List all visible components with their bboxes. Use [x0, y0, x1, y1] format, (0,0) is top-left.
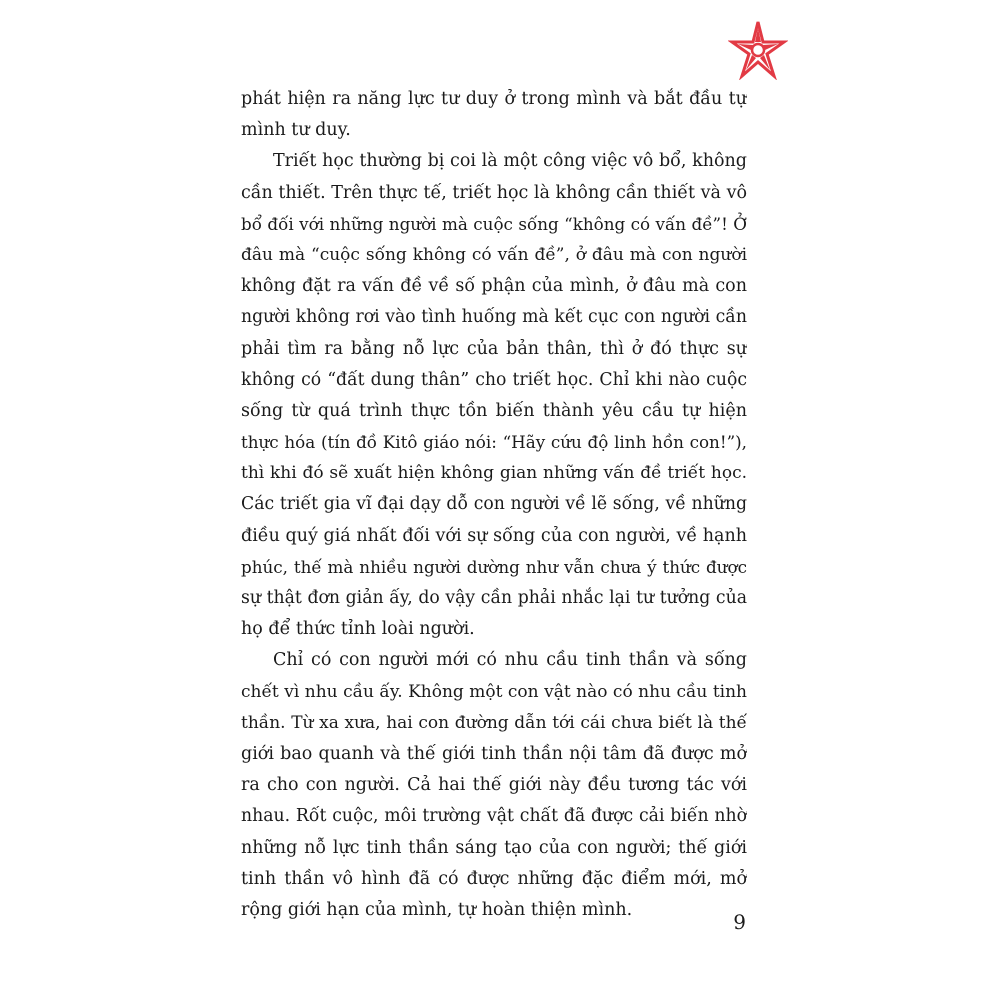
text-line: rộng giới hạn của mình, tự hoàn thiện mình.: [241, 899, 633, 920]
text-line: sống từ quá trình thực tồn biến thành yêu cầu tự hiện: [241, 400, 747, 421]
text-line: Chỉ có con người mới có nhu cầu tinh thần và sống: [273, 650, 747, 671]
text-line: tinh thần vô hình đã có được những đặc điểm mới, mở: [241, 868, 747, 889]
body-text: [241, 84, 747, 926]
text-line: không đặt ra vấn đề về số phận của mình, ở đâu mà con: [241, 276, 747, 297]
text-line: Các triết gia vĩ đại dạy dỗ con người về lẽ sống, về những: [241, 494, 747, 515]
text-line: nhau. Rốt cuộc, môi trường vật chất đã được cải biến nhờ: [241, 806, 747, 827]
text-line: bổ đối với những người mà cuộc sống “không có vấn đề”! Ở: [241, 213, 747, 234]
text-line: không có “đất dung thân” cho triết học. Chỉ khi nào cuộc: [241, 369, 747, 390]
text-line: phát hiện ra năng lực tư duy ở trong mình và bắt đầu tự: [241, 89, 747, 109]
text-line: phải tìm ra bằng nỗ lực của bản thân, thì ở đó thực sự: [241, 338, 747, 359]
publisher-star-logo-icon: [728, 20, 788, 80]
text-line: ra cho con người. Cả hai thế giới này đều tương tác với: [241, 775, 747, 796]
text-line: mình tư duy.: [241, 120, 351, 141]
text-line: đâu mà “cuộc sống không có vấn đề”, ở đâu mà con người: [241, 244, 747, 265]
text-line: những nỗ lực tinh thần sáng tạo của con người; thế giới: [241, 837, 747, 858]
text-line: sự thật đơn giản ấy, do vậy cần phải nhắc lại tư tưởng của: [241, 588, 747, 608]
text-line: thực hóa (tín đồ Kitô giáo nói: “Hãy cứu độ linh hồn con!”),: [241, 432, 747, 453]
text-line: thần. Từ xa xưa, hai con đường dẫn tới cái chưa biết là thế: [241, 712, 747, 733]
text-line: phúc, thế mà nhiều người dường như vẫn chưa ý thức được: [241, 556, 747, 577]
page-number: 9: [733, 910, 746, 934]
text-line: người không rơi vào tình huống mà kết cục con người cần: [241, 307, 747, 328]
text-line: giới bao quanh và thế giới tinh thần nội tâm đã được mở: [241, 743, 747, 764]
text-line: họ để thức tỉnh loài người.: [241, 619, 475, 640]
text-line: thì khi đó sẽ xuất hiện không gian những vấn đề triết học.: [241, 463, 747, 484]
text-line: Triết học thường bị coi là một công việc vô bổ, không: [273, 151, 747, 172]
text-line: điều quý giá nhất đối với sự sống của con người, về hạnh: [241, 525, 747, 546]
text-line: chết vì nhu cầu ấy. Không một con vật nào có nhu cầu tinh: [241, 681, 747, 702]
text-line: cần thiết. Trên thực tế, triết học là không cần thiết và vô: [241, 182, 747, 203]
